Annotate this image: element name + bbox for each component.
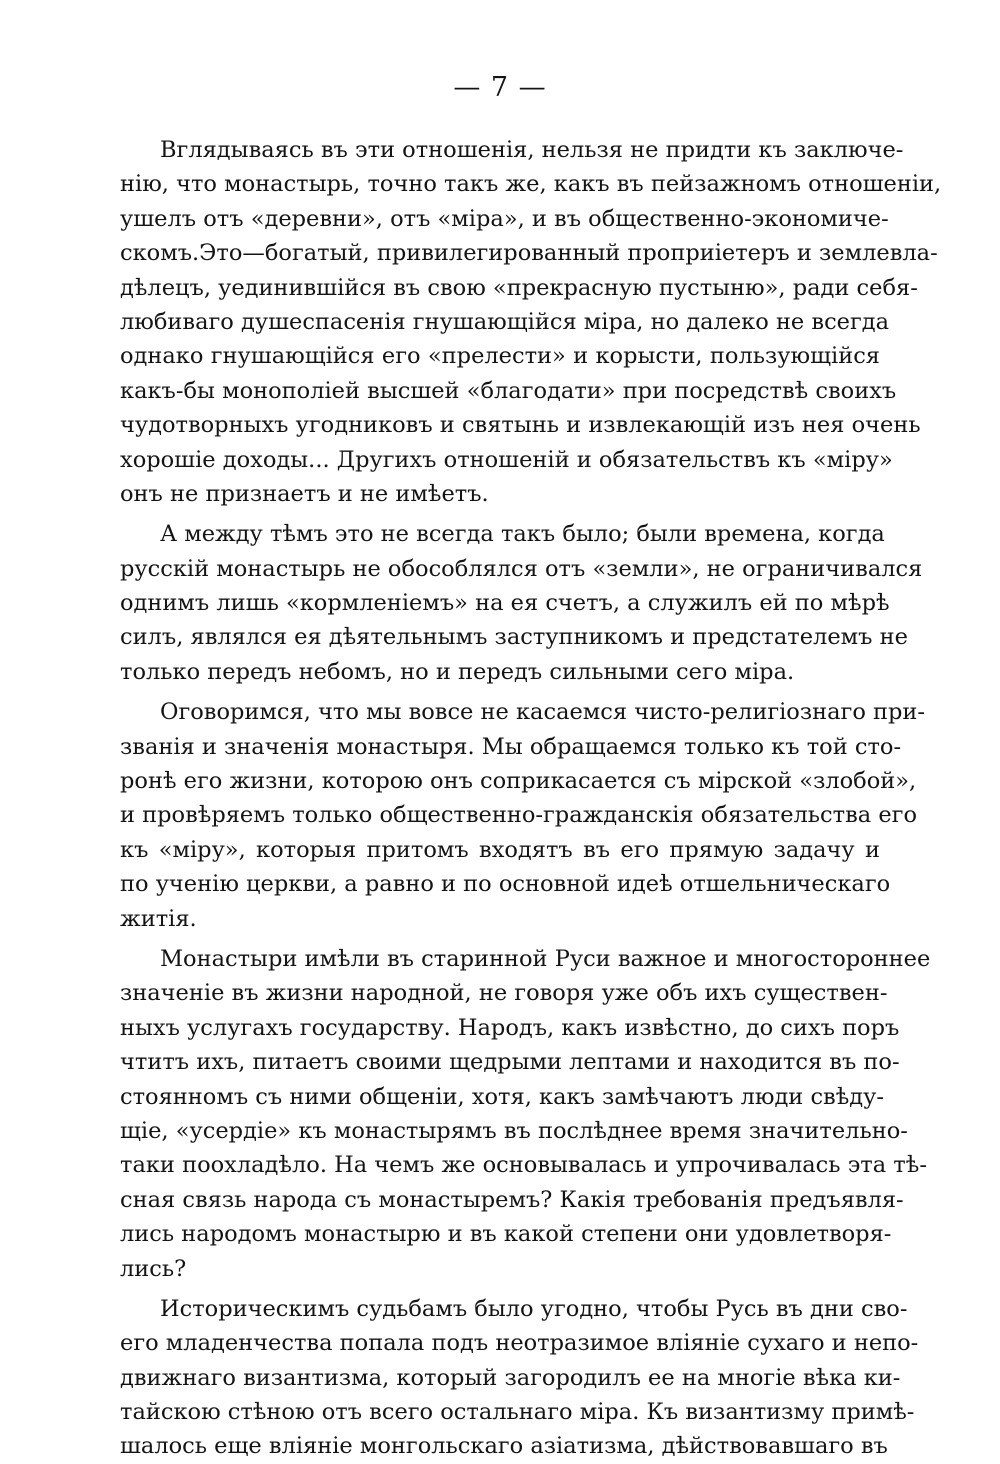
text-line: лись народомъ монастырю и въ какой степени они удовлетворя- [120,1221,892,1248]
paragraph [120,942,931,1286]
text-line: чудотворныхъ угодниковъ и святынь и извлекающій изъ нея очень [120,412,921,439]
text-line: хорошіе доходы... Другихъ отношеній и обязательствъ къ «міру» [120,446,893,473]
text-line: житія. [120,905,197,932]
text-line: любиваго душеспасенія гнушающійся міра, но далеко не всегда [120,308,890,335]
text-line: Монастыри имѣли въ старинной Руси важное и многостороннее [160,945,931,972]
paragraph [120,133,942,511]
paragraph [120,1292,919,1464]
text-line: какъ-бы монополіей высшей «благодати» при посредствѣ своихъ [120,377,897,404]
text-line: русскій монастырь не обособлялся отъ «земли», не ограничивался [120,555,923,582]
text-line: силъ, являлся ея дѣятельнымъ заступникомъ и предстателемъ не [120,624,908,651]
text-line: Историческимъ судьбамъ было угодно, чтобы Русь въ дни сво- [160,1295,908,1322]
text-line: сная связь народа съ монастыремъ? Какія требованія предъявля- [120,1186,904,1213]
text-line: его младенчества попала подъ неотразимое вліяніе сухаго и непо- [120,1330,919,1357]
text-line: онъ не признаетъ и не имѣетъ. [120,480,489,507]
text-line: А между тѣмъ это не всегда такъ было; были времена, когда [160,521,885,548]
paragraph [120,695,926,936]
text-line: шалось еще вліяніе монгольскаго азіатизма, дѣйствовавшаго въ [120,1433,888,1460]
paragraph [120,517,923,689]
text-line: лись? [120,1255,187,1282]
page-number: — 7 — [453,72,547,103]
text-line: скомъ.Это—богатый, привилегированный проприіетеръ и землевла- [120,240,938,267]
text-line: Оговоримся, что мы вовсе не касаемся чисто-религіознаго при- [160,699,926,726]
text-line: ушелъ отъ «деревни», отъ «міра», и въ общественно-экономиче- [120,205,889,232]
text-line: нію, что монастырь, точно такъ же, какъ въ пейзажномъ отношеніи, [120,171,942,198]
text-line: таки поохладѣло. На чемъ же основывалась и упрочивалась эта тѣ- [120,1152,927,1179]
text-line: ронѣ его жизни, которою онъ соприкасается съ мірской «злобой», [120,768,917,795]
text-line: только передъ небомъ, но и передъ сильными сего міра. [120,658,795,685]
text-line: ныхъ услугахъ государству. Народъ, какъ извѣстно, до сихъ поръ [120,1014,900,1041]
text-line: тайскою стѣною отъ всего остальнаго міра. Къ византизму примѣ- [120,1399,915,1426]
text-line: однимъ лишь «кормленіемъ» на ея счетъ, а служилъ ей по мѣрѣ [120,590,890,617]
text-line: чтитъ ихъ, питаетъ своими щедрыми лептами и находится въ по- [120,1049,900,1076]
text-block [120,133,942,1464]
text-line: движнаго византизма, который загородилъ ее на многіе вѣка ки- [120,1364,901,1391]
text-line: однако гнушающійся его «прелести» и корысти, пользующійся [120,343,880,370]
text-line: дѣлецъ, уединившійся въ свою «прекрасную пустыню», ради себя- [120,274,918,301]
text-line: по ученію церкви, а равно и по основной идеѣ отшельническаго [120,871,891,898]
text-line: значеніе въ жизни народной, не говоря уже объ ихъ существен- [120,980,888,1007]
text-line: щіе, «усердіе» къ монастырямъ въ послѣднее время значительно- [120,1117,908,1144]
text-line: Вглядываясь въ эти отношенія, нельзя не придти къ заключе- [160,137,904,163]
text-line: стоянномъ съ ними общеніи, хотя, какъ замѣчаютъ люди свѣду- [120,1083,884,1110]
text-line: къ «міру», которыя притомъ входятъ въ его прямую задачу и [120,836,880,863]
text-line: и провѣряемъ только общественно-гражданскія обязательства его [120,802,917,829]
text-line: званія и значенія монастыря. Мы обращаемся только къ той сто- [120,733,902,760]
